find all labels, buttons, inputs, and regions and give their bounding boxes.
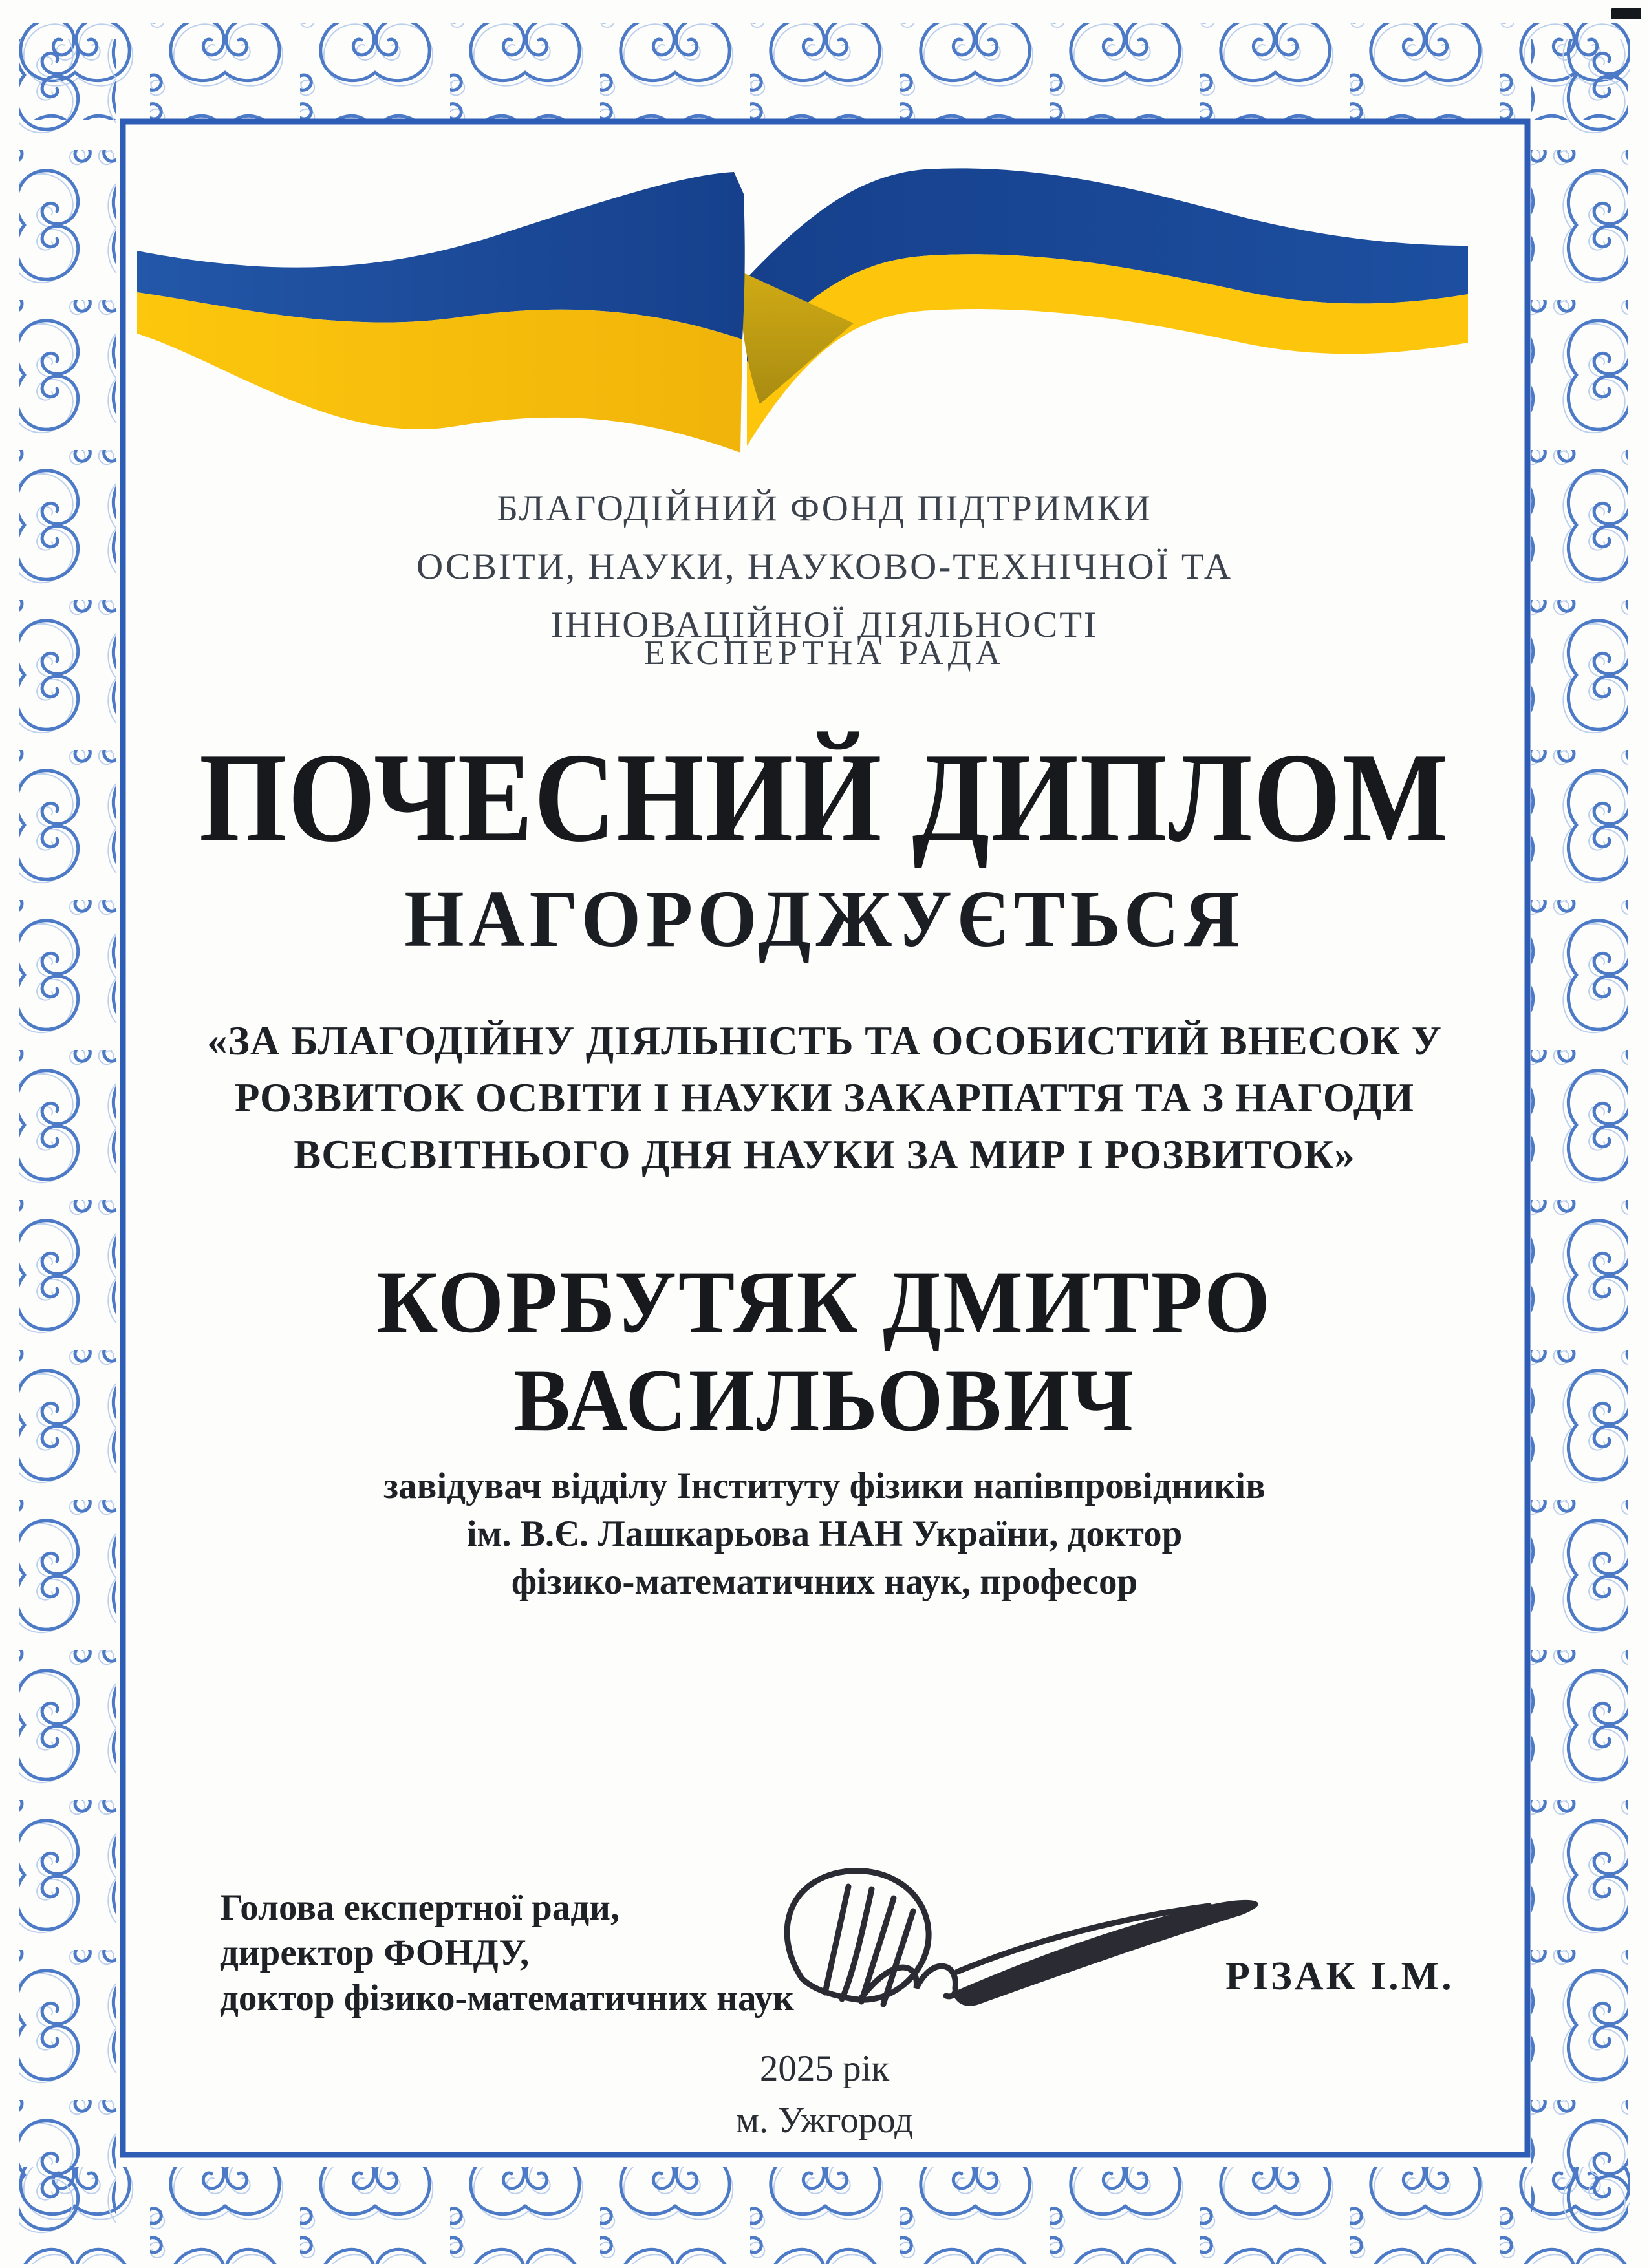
signer-title-line: доктор фізико-математичних наук [220,1978,794,2018]
signature-icon [763,1856,1287,2030]
diploma-title-text: ПОЧЕСНИЙ ДИПЛОМ [199,727,1450,868]
recipient-description [0,1462,1649,1606]
awarded-label [0,874,1649,965]
signer-title-line: Голова експертної ради, [220,1887,620,1928]
recipient-description-line: завідувач відділу Інституту фізики напівпровідників [383,1466,1266,1506]
citation [0,1012,1649,1183]
awarded-label-text: НАГОРОДЖУЄТЬСЯ [404,875,1245,964]
org-name [0,480,1649,654]
scan-artifact-mark [1611,8,1641,19]
signer-title-line: директор ФОНДУ, [220,1932,530,1973]
signer-name: РІЗАК І.М. [1225,1954,1454,1998]
org-name-line: БЛАГОДІЙНИЙ ФОНД ПІДТРИМКИ [497,488,1152,529]
signer-title [220,1885,794,2021]
recipient-description-line: ім. В.Є. Лашкарьова НАН України, доктор [466,1514,1183,1554]
citation-line: ВСЕСВІТНЬОГО ДНЯ НАУКИ ЗА МИР І РОЗВИТОК» [294,1132,1355,1177]
council-label: ЕКСПЕРТНА РАДА [643,634,1006,672]
org-name-line: ІННОВАЦІЙНОЇ ДІЯЛЬНОСТІ [550,604,1099,645]
recipient-name-line: КОРБУТЯК ДМИТРО [376,1252,1273,1351]
diploma-title [0,729,1649,866]
issue-date-place [0,2043,1649,2146]
org-name-line: ОСВІТИ, НАУКИ, НАУКОВО-ТЕХНІЧНОЇ ТА [416,546,1233,587]
issue-city: м. Ужгород [735,2100,914,2141]
recipient-description-line: фізико-математичних наук, професор [511,1561,1138,1602]
citation-line: «ЗА БЛАГОДІЙНУ ДІЯЛЬНІСТЬ ТА ОСОБИСТИЙ ВНЕСОК У [207,1018,1442,1064]
citation-line: РОЗВИТОК ОСВІТИ І НАУКИ ЗАКАРПАТТЯ ТА З НАГОДИ [234,1075,1415,1120]
recipient-name-line: ВАСИЛЬОВИЧ [513,1351,1136,1450]
issue-year: 2025 рік [759,2048,890,2089]
recipient-name [0,1253,1649,1450]
